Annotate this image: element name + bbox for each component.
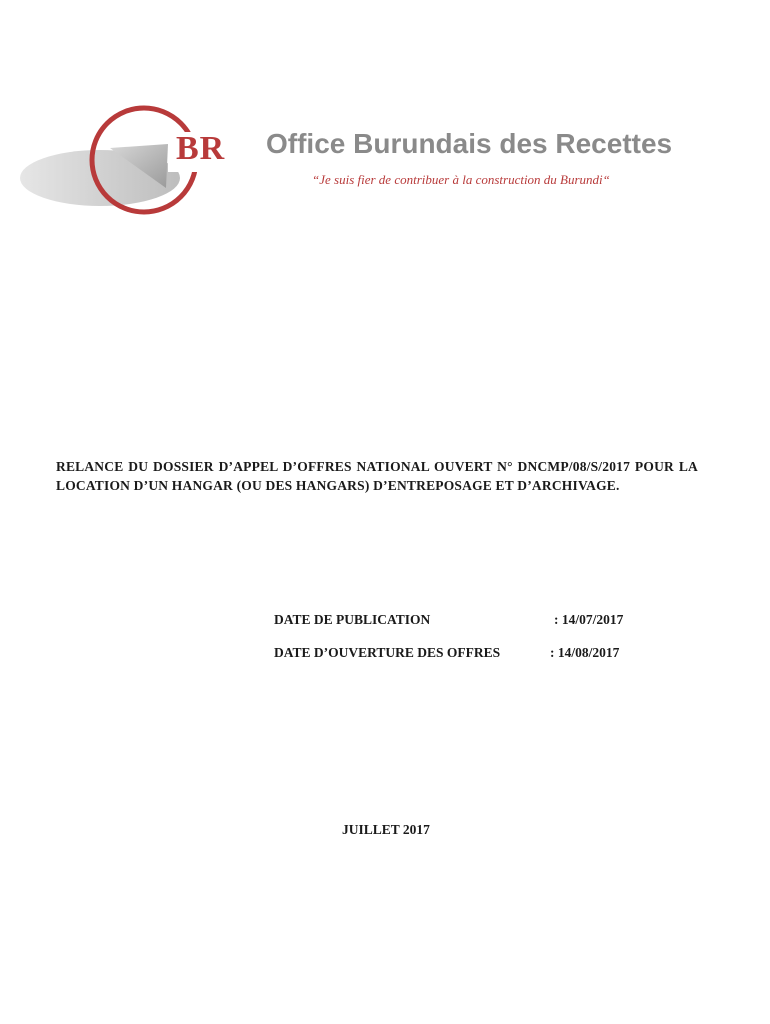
organization-name: Office Burundais des Recettes [266, 128, 673, 159]
document-month: JUILLET 2017 [342, 822, 430, 837]
document-title: RELANCE DU DOSSIER D’APPEL D’OFFRES NATIONAL OUVERT N° DNCMP/08/S/2017 POUR LA LOCATION D’UN HANGAR (OU DES HANGARS) D’ENTREPOSAGE ET D’ARCHIVAGE. [56, 459, 698, 493]
logo-text: BR [176, 130, 226, 167]
obr-logo [18, 104, 248, 224]
opening-date-label: DATE D’OUVERTURE DES OFFRES [274, 645, 501, 660]
publication-date-row [274, 612, 654, 645]
publication-date-value: : 14/07/2017 [554, 612, 624, 627]
opening-date-row [274, 645, 654, 678]
opening-date-value: : 14/08/2017 [550, 645, 620, 660]
dates-block [274, 612, 654, 678]
publication-date-label: DATE DE PUBLICATION [274, 612, 431, 627]
slogan: “Je suis fier de contribuer à la construction du Burundi“ [312, 172, 610, 187]
